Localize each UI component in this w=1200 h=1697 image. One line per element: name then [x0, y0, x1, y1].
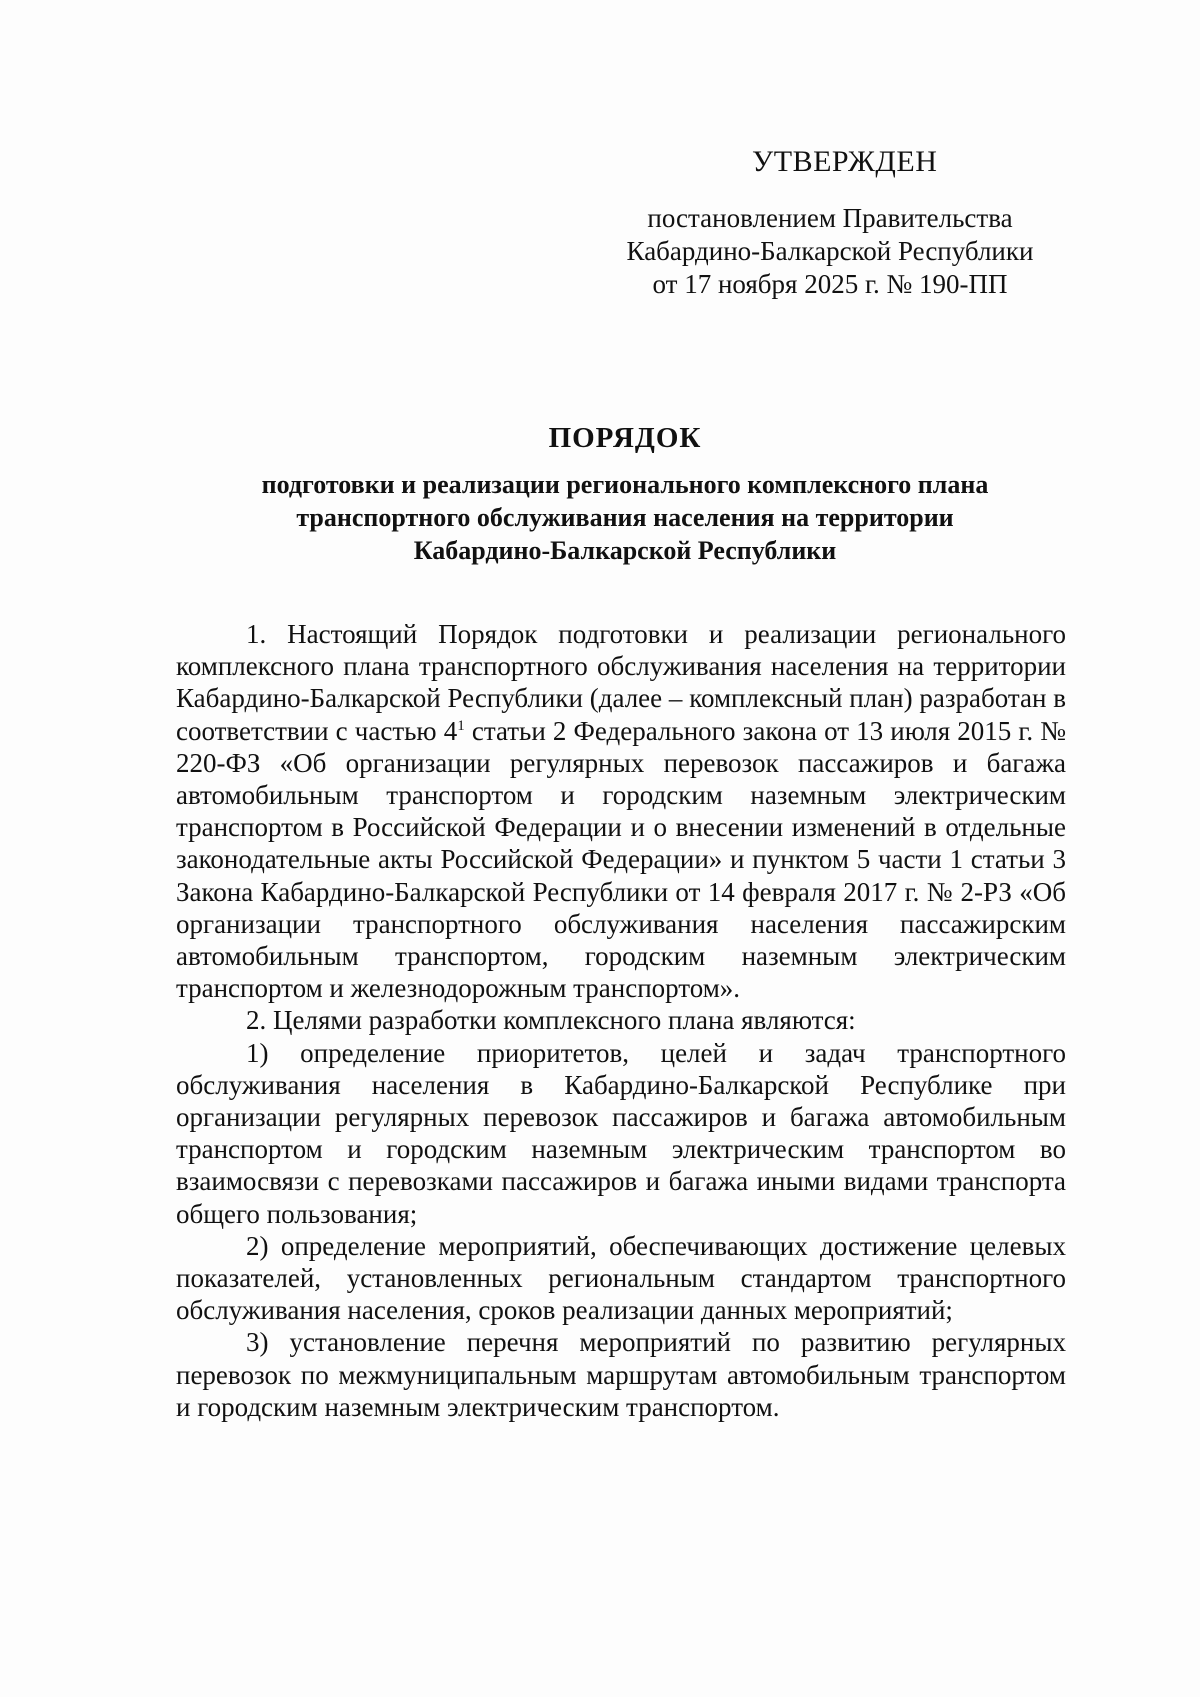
approval-stamp — [600, 142, 1060, 301]
subtitle-line-2: транспортного обслуживания населения на территории — [296, 503, 954, 532]
approval-line-republic: Кабардино-Балкарской Республики — [626, 236, 1034, 266]
approval-line-decree: постановлением Правительства — [647, 203, 1013, 233]
approval-title: УТВЕРЖДЕН — [752, 145, 938, 178]
paragraph-1-superscript: 1 — [457, 717, 465, 734]
paragraph-1-start: 1. Настоящий Порядок подготовки и реализации регионального комплексного плана транспортного обслуживания населения на территории Кабардино-Балкарской Республики (далее – комплексный план) разработан в соответствии с частью 4 — [176, 619, 1066, 746]
paragraph-2-item-3: 3) установление перечня мероприятий по развитию регулярных перевозок по межмуниципальным маршрутам автомобильным транспортом и городским наземным электрическим транспортом. — [176, 1327, 1066, 1422]
subtitle-line-1: подготовки и реализации регионального комплексного плана — [261, 470, 989, 499]
subtitle-line-3: Кабардино-Балкарской Республики — [413, 536, 837, 565]
paragraph-2-item-1: 1) определение приоритетов, целей и задач транспортного обслуживания населения в Кабардино-Балкарской Республике при организации регулярных перевозок пассажиров и багажа автомобильным транспортом и городским наземным электрическим транспортом во взаимосвязи с перевозками пассажиров и багажа иными видами транспорта общего пользования; — [176, 1037, 1066, 1229]
paragraph-1-end: статьи 2 Федерального закона от 13 июля 2015 г. № 220-ФЗ «Об организации регулярных перевозок пассажиров и багажа автомобильным транспортом и городским наземным электрическим транспортом в Российской Федерации и о внесении изменений в отдельные законодательные акты Российской Федерации» и пунктом 5 части 1 статьи 3 Закона Кабардино-Балкарской Республики от 14 февраля 2017 г. № 2-РЗ «Об организации транспортного обслуживания населения пассажирским автомобильным транспортом, городским наземным электрическим транспортом и железнодорожным транспортом». — [176, 715, 1067, 1004]
document-body — [176, 618, 1066, 1423]
paragraph-2: 2. Целями разработки комплексного плана являются: — [246, 1005, 856, 1036]
paragraph-2-item-2: 2) определение мероприятий, обеспечивающих достижение целевых показателей, установленных региональным стандартом транспортного обслуживания населения, сроков реализации данных мероприятий; — [176, 1230, 1066, 1326]
paragraph-1 — [176, 618, 1066, 1004]
approval-line-date: от 17 ноября 2025 г. № 190-ПП — [652, 269, 1008, 299]
document-subtitle — [175, 468, 1075, 567]
document-title: ПОРЯДОК — [548, 422, 702, 454]
